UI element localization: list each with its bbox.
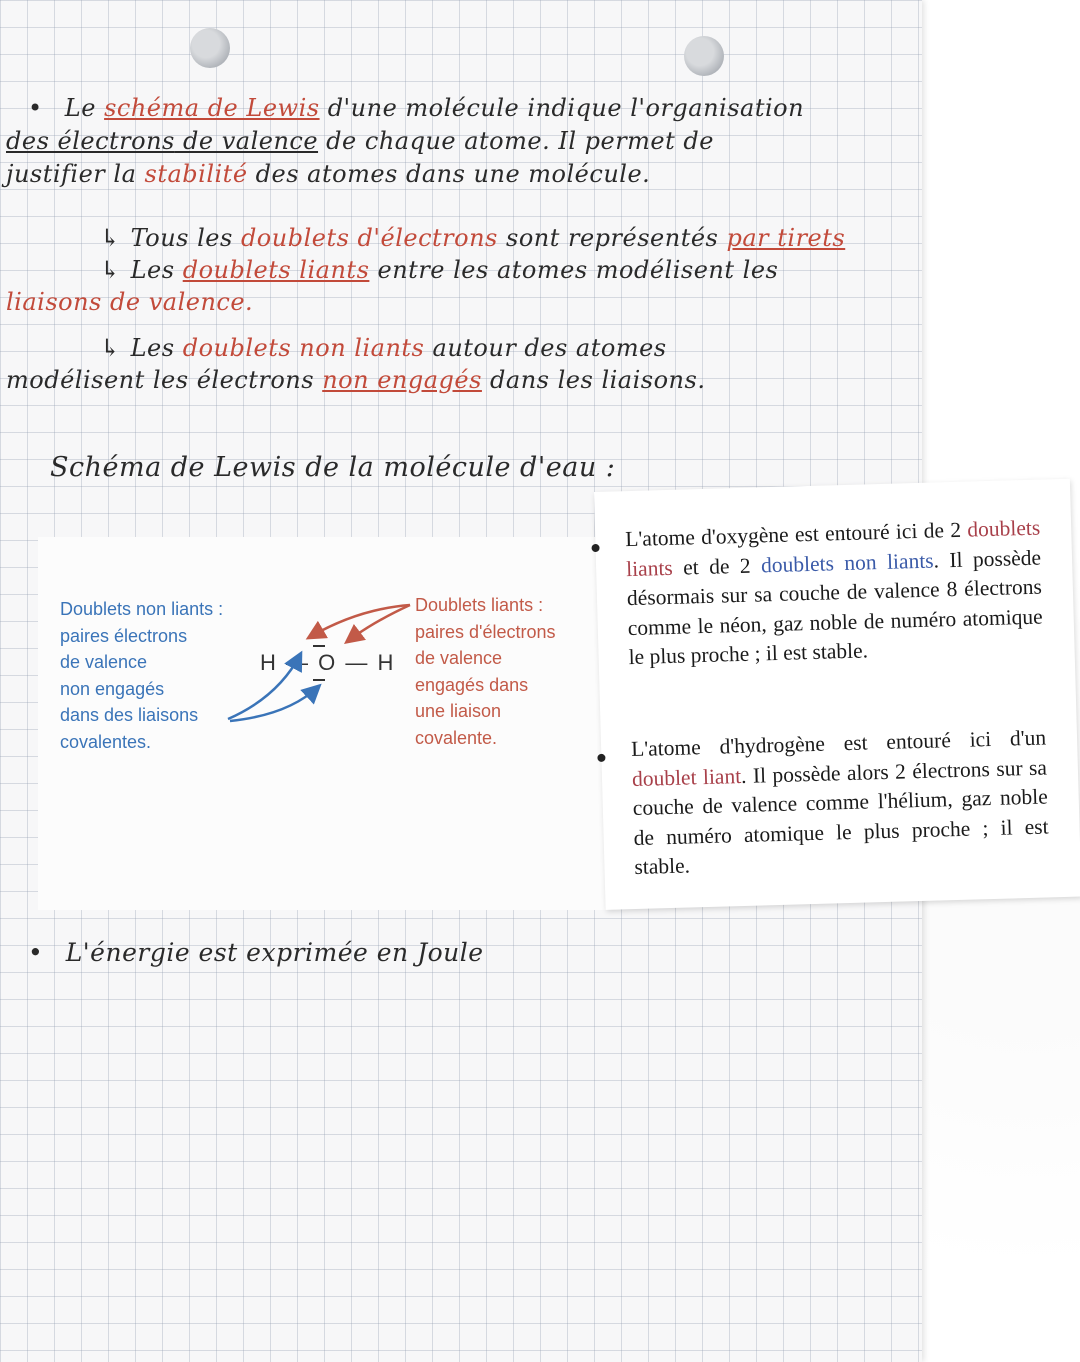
label-non-bonding-pairs: Doublets non liants : paires électrons de valence non engagés dans des liaisons covalentes. [60, 599, 224, 752]
binder-hole [684, 36, 724, 76]
notes-subpoint-2-cont: liaisons de valence. [6, 288, 254, 316]
water-molecule-formula: H — O — H [260, 650, 396, 675]
notes-subpoint-3: ↳ Les doublets non liants autour des atomes [100, 334, 667, 362]
lone-pair-arrow [228, 655, 300, 719]
bullet [591, 544, 599, 552]
arrow-icon: ↳ [100, 334, 121, 362]
label-bonding-pairs: Doublets liants : paires d'électrons de valence engagés dans une liaison covalente. [415, 595, 556, 748]
explanation-card [594, 479, 1080, 910]
lewis-diagram [38, 537, 620, 910]
lone-pair-arrow [230, 687, 318, 721]
keyword-lewis: schéma de Lewis [104, 94, 320, 122]
notes-line-1: • Le schéma de Lewis d'une molécule indique l'organisation [28, 94, 805, 122]
keyword-stabilite: stabilité [144, 160, 248, 188]
notes-subpoint-3-cont: modélisent les électrons non engagés dans les liaisons. [6, 366, 706, 394]
notes-subpoint-2: ↳ Les doublets liants entre les atomes modélisent les [100, 256, 779, 284]
diagram-arrows [38, 537, 620, 910]
bullet: • [28, 938, 44, 967]
notes-line-2: des électrons de valence de chaque atome. Il permet de [6, 127, 714, 155]
oxygen-explanation: L'atome d'oxygène est entouré ici de 2 doublets liants et de 2 doublets non liants. Il possède désormais sur sa couche de valence 8 électrons comme le néon, gaz noble de numéro atomique le plus proche ; il est stable. [624, 515, 1043, 670]
binder-hole [190, 28, 230, 68]
notes-energy-line: • L'énergie est exprimée en Joule [28, 938, 484, 967]
bullet: • [28, 94, 43, 122]
arrow-icon: ↳ [100, 224, 121, 252]
notes-subpoint-1: ↳ Tous les doublets d'électrons sont représentés par tirets [100, 224, 846, 252]
arrow-icon: ↳ [100, 256, 121, 284]
diagram-heading: Schéma de Lewis de la molécule d'eau : [50, 452, 616, 483]
notes-line-3: justifier la stabilité des atomes dans une molécule. [6, 160, 651, 188]
bullet [597, 754, 605, 762]
hydrogen-explanation: L'atome d'hydrogène est entouré ici d'un doublet liant. Il possède alors 2 électrons sur sa couche de valence comme l'hélium, gaz noble de numéro atomique le plus proche ; il est stable. [630, 725, 1049, 880]
